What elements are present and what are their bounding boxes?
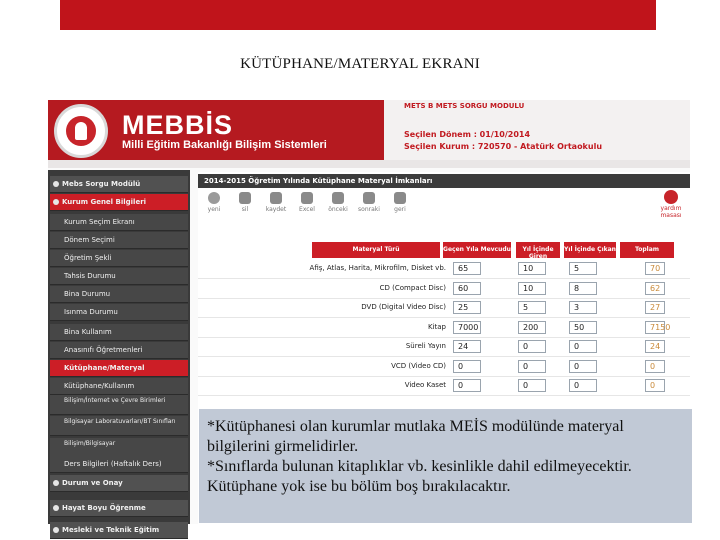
selected-institution: Seçilen Kurum : 720570 - Atatürk Ortaokulu	[404, 142, 603, 151]
material-type-label: Süreli Yayın	[405, 342, 446, 350]
selected-term: Seçilen Dönem : 01/10/2014	[404, 130, 531, 139]
sidebar-item-label: Isınma Durumu	[64, 308, 118, 316]
brand-subtitle: Milli Eğitim Bakanlığı Bilişim Sistemleri	[122, 139, 327, 151]
sidebar-item[interactable]	[50, 360, 188, 377]
row-divider	[198, 376, 690, 377]
toolbar-label: kaydet	[265, 206, 287, 213]
headset-icon	[664, 190, 678, 204]
quantity-input[interactable]: 0	[569, 360, 597, 373]
sidebar-item-label: Hayat Boyu Öğrenme	[62, 504, 146, 512]
sidebar-item[interactable]	[50, 378, 188, 395]
toolbar-label: yeni	[207, 206, 221, 213]
toolbar-button[interactable]	[200, 192, 228, 213]
next-icon	[363, 192, 375, 204]
sidebar-item-label: Ders Bilgileri (Haftalık Ders)	[64, 460, 162, 468]
material-type-label: Video Kaset	[404, 381, 446, 389]
material-type-label: VCD (Video CD)	[391, 361, 446, 370]
note-line: bilgilerini girmelidirler.	[207, 438, 359, 455]
sidebar-item[interactable]	[50, 250, 188, 267]
material-type-label: CD (Compact Disc)	[379, 283, 446, 292]
row-divider	[198, 278, 690, 279]
row-divider	[198, 356, 690, 357]
total-field: 27	[645, 301, 665, 314]
delete-icon	[239, 192, 251, 204]
app-header	[48, 100, 690, 168]
quantity-input[interactable]: 25	[453, 301, 481, 314]
sidebar-item-label: Bina Kullanım	[64, 328, 112, 336]
slide-top-bar	[60, 0, 656, 30]
sidebar-item[interactable]	[50, 194, 188, 211]
sidebar-item[interactable]	[50, 176, 188, 193]
expand-icon	[53, 505, 59, 511]
toolbar-button[interactable]	[262, 192, 290, 213]
material-type-label: Afiş, Atlas, Harita, Mikrofilm, Disket vb.	[309, 264, 446, 272]
note-line: *Kütüphanesi olan kurumlar mutlaka MEİS modülünde materyal	[207, 418, 624, 435]
toolbar-label: geri	[394, 206, 406, 213]
quantity-input[interactable]: 8	[569, 282, 597, 295]
toolbar-button[interactable]	[386, 192, 414, 213]
toolbar-button[interactable]	[293, 192, 321, 213]
sidebar	[48, 170, 190, 534]
sidebar-item-label: Öğretim Şekli	[64, 254, 112, 262]
sidebar-item-label: Dönem Seçimi	[64, 236, 115, 244]
note-line: *Sınıflarda bulunan kitaplıklar vb. kesinlikle dahil edilmeyecektir.	[207, 458, 632, 475]
new-icon	[208, 192, 220, 204]
quantity-input[interactable]: 50	[569, 321, 597, 334]
quantity-input[interactable]: 10	[518, 262, 546, 275]
sidebar-item-label: Mesleki ve Teknik Eğitim	[62, 526, 160, 534]
quantity-input[interactable]: 10	[518, 282, 546, 295]
expand-icon	[53, 480, 59, 486]
toolbar-label: sil	[241, 206, 249, 213]
quantity-input[interactable]: 5	[518, 301, 546, 314]
column-header: Materyal Türü	[312, 242, 440, 258]
sidebar-item[interactable]	[50, 342, 188, 359]
sidebar-item[interactable]	[50, 522, 188, 539]
quantity-input[interactable]: 0	[518, 340, 546, 353]
slide-title: KÜTÜPHANE/MATERYAL EKRANI	[240, 56, 480, 72]
sidebar-item[interactable]	[50, 268, 188, 285]
toolbar-button[interactable]	[231, 192, 259, 213]
row-divider	[198, 298, 690, 299]
quantity-input[interactable]: 0	[518, 379, 546, 392]
help-desk-button[interactable]	[656, 190, 686, 219]
quantity-input[interactable]: 65	[453, 262, 481, 275]
brand-logo: MEBBİS	[122, 110, 234, 140]
total-field: 62	[645, 282, 665, 295]
quantity-input[interactable]: 0	[453, 360, 481, 373]
material-type-label: DVD (Digital Video Disc)	[361, 303, 446, 311]
brand-banner	[48, 100, 384, 160]
total-field: 24	[645, 340, 665, 353]
quantity-input[interactable]: 0	[518, 360, 546, 373]
column-header: Geçen Yıla Mevcudu	[443, 242, 511, 258]
quantity-input[interactable]: 7000	[453, 321, 481, 334]
sidebar-item-label: Kütüphane/Materyal	[64, 364, 145, 372]
quantity-input[interactable]: 0	[569, 340, 597, 353]
sidebar-item-label: Mebs Sorgu Modülü	[62, 180, 141, 188]
sidebar-item[interactable]	[50, 500, 188, 517]
sidebar-item[interactable]	[50, 214, 188, 231]
sidebar-item-label: Kurum Seçim Ekranı	[64, 218, 135, 226]
save-icon	[270, 192, 282, 204]
note-box	[199, 409, 692, 523]
sidebar-item[interactable]	[50, 456, 188, 473]
back-icon	[394, 192, 406, 204]
sidebar-item-label: Kütüphane/Kullanım	[64, 382, 135, 390]
column-header: Yıl İçinde Giren	[516, 242, 560, 258]
expand-icon	[53, 181, 59, 187]
previous-icon	[332, 192, 344, 204]
sidebar-item-label: Bilişim/İnternet ve Çevre Birimleri	[64, 397, 166, 404]
sidebar-item[interactable]	[50, 438, 188, 458]
total-field: 0	[645, 379, 665, 392]
note-line: Kütüphane yok ise bu bölüm boş bırakılacaktır.	[207, 478, 511, 495]
total-field: 7150	[645, 321, 665, 334]
quantity-input[interactable]: 60	[453, 282, 481, 295]
sidebar-item[interactable]	[50, 324, 188, 341]
total-field: 70	[645, 262, 665, 275]
quantity-input[interactable]: 200	[518, 321, 546, 334]
sidebar-item-label: Anasınıfı Öğretmenleri	[64, 346, 143, 354]
sidebar-item-label: Durum ve Onay	[62, 479, 123, 487]
module-name: METS B METS SORGU MODULU	[404, 102, 525, 110]
material-type-label: Kitap	[427, 322, 446, 331]
row-divider	[198, 317, 690, 318]
quantity-input[interactable]: 3	[569, 301, 597, 314]
sidebar-item[interactable]	[50, 232, 188, 249]
row-divider	[198, 337, 690, 338]
expand-icon	[53, 199, 59, 205]
column-header: Yıl İçinde Çıkan	[564, 242, 616, 258]
sidebar-item-label: Bina Durumu	[64, 290, 111, 298]
sidebar-item-label: Kurum Genel Bilgileri	[62, 198, 147, 206]
quantity-input[interactable]: 24	[453, 340, 481, 353]
toolbar-button[interactable]	[324, 192, 352, 213]
session-info	[384, 100, 690, 160]
help-desk-label: yardım masası	[660, 205, 682, 219]
toolbar-label: sonraki	[358, 206, 380, 213]
sidebar-item[interactable]	[50, 475, 188, 492]
panel-title: 2014-2015 Öğretim Yılında Kütüphane Materyal İmkanları	[198, 174, 690, 188]
quantity-input[interactable]: 5	[569, 262, 597, 275]
ministry-seal-icon	[54, 104, 108, 158]
total-field: 0	[645, 360, 665, 373]
sidebar-item[interactable]	[50, 395, 188, 415]
sidebar-item-label: Bilgisayar Laboratuvarları/BT Sınıfları	[64, 418, 176, 425]
toolbar-label: Excel	[299, 206, 315, 213]
quantity-input[interactable]: 0	[569, 379, 597, 392]
sidebar-item[interactable]	[50, 304, 188, 321]
excel-icon	[301, 192, 313, 204]
sidebar-item[interactable]	[50, 286, 188, 303]
quantity-input[interactable]: 0	[453, 379, 481, 392]
sidebar-item[interactable]	[50, 416, 188, 436]
sidebar-item-label: Bilişim/Bilgisayar	[64, 440, 116, 447]
column-header: Toplam	[620, 242, 674, 258]
row-divider	[198, 395, 690, 396]
expand-icon	[53, 527, 59, 533]
toolbar-label: önceki	[328, 206, 348, 213]
toolbar-button[interactable]	[355, 192, 383, 213]
sidebar-item-label: Tahsis Durumu	[64, 272, 116, 280]
